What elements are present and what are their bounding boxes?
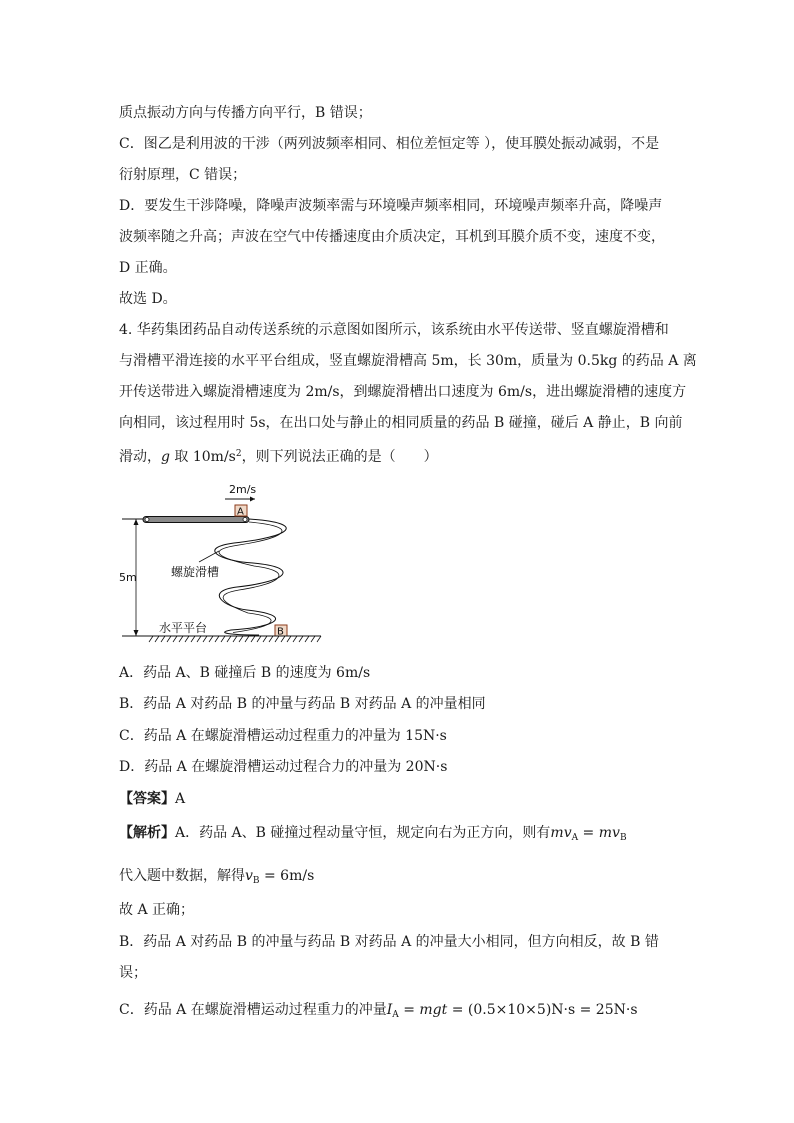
math-operator: = (578, 825, 599, 841)
chute-label: 螺旋滑槽 (171, 565, 220, 579)
arrow-up-icon (134, 519, 139, 525)
ground-hatching (149, 636, 321, 642)
math-term: mv (550, 825, 572, 841)
math-term: mgt (419, 1002, 448, 1018)
arrow-down-icon (134, 630, 139, 636)
analysis-line (119, 1000, 679, 1020)
analysis-line (119, 866, 679, 886)
roller-icon (243, 518, 247, 522)
platform-label: 水平平台 (159, 621, 208, 635)
option-c: C．药品 A 在螺旋滑槽运动过程重力的冲量为 15N·s (119, 728, 447, 744)
text-line: 故选 D。 (119, 291, 177, 307)
question-text: 4. 华药集团药品自动传送系统的示意图如图所示，该系统由水平传送带、竖直螺旋滑槽和 (119, 322, 669, 338)
math-term: mv (598, 825, 620, 841)
chute-leader-line (199, 551, 219, 562)
subscript: B (619, 833, 627, 843)
conveyor-diagram (119, 477, 339, 647)
text-line: 衍射原理，C 错误； (119, 167, 247, 183)
speed-label: 2m/s (229, 483, 257, 496)
analysis-line: 误； (119, 965, 147, 981)
subscript: A (392, 1010, 399, 1020)
gravity-symbol: g (161, 449, 170, 465)
analysis-line (119, 823, 679, 843)
text-run: 代入题中数据，解得 (119, 868, 245, 884)
analysis-line: B．药品 A 对药品 B 的冲量与药品 B 对药品 A 的冲量大小相同，但方向相反，故 B 错 (119, 934, 659, 950)
question-text: 与滑槽平滑连接的水平平台组成，竖直螺旋滑槽高 5m，长 30m，质量为 0.5kg 的药品 A 离 (119, 353, 697, 369)
math-text: = (0.5×10×5)N·s = 25N·s (447, 1002, 638, 1018)
roller-icon (145, 518, 149, 522)
answer-tag: 【答案】 (119, 791, 175, 807)
subscript: A (571, 833, 579, 843)
math-text: = 6m/s (259, 868, 315, 884)
math-operator: = (398, 1002, 420, 1018)
text-run: A．药品 A、B 碰撞过程动量守恒，规定向右为正方向，则有 (175, 825, 551, 841)
block-a-label: A (237, 506, 244, 518)
text-line: 波频率随之升高；声波在空气中传播速度由介质决定，耳机到耳膜介质不变，速度不变， (119, 229, 665, 245)
question-text: 向相同，该过程用时 5s，在出口处与静止的相同质量的药品 B 碰撞，碰后 A 静止，B 向前 (119, 415, 683, 431)
text-line: C．图乙是利用波的干涉（两列波频率相同、相位差恒定等 ），使耳膜处振动减弱，不是 (119, 136, 660, 152)
height-label: 5m (119, 571, 137, 584)
option-d: D．药品 A 在螺旋滑槽运动过程合力的冲量为 20N·s (119, 759, 448, 775)
option-b: B．药品 A 对药品 B 的冲量与药品 B 对药品 A 的冲量相同 (119, 696, 486, 712)
question-text (119, 444, 679, 464)
superscript: 2 (235, 449, 242, 459)
option-a: A．药品 A、B 碰撞后 B 的速度为 6m/s (119, 665, 371, 681)
conveyor-belt (143, 517, 249, 523)
text-run: 取 10m/s (169, 449, 236, 465)
text-run: C．药品 A 在螺旋滑槽运动过程重力的冲量 (119, 1002, 387, 1018)
arrow-head-icon (250, 497, 255, 502)
answer-line (119, 789, 679, 809)
subscript: B (252, 876, 260, 886)
math-term: I (386, 1002, 393, 1018)
analysis-line: 故 A 正确； (119, 902, 195, 918)
block-b-label: B (277, 626, 284, 638)
text-run: 滑动， (119, 449, 161, 465)
answer-value: A (175, 791, 186, 807)
question-text: 开传送带进入螺旋滑槽速度为 2m/s，到螺旋滑槽出口速度为 6m/s，进出螺旋滑槽的速度方 (119, 384, 687, 400)
text-line: 质点振动方向与传播方向平行，B 错误； (119, 105, 372, 121)
math-term: v (245, 868, 253, 884)
text-run: ，则下列说法正确的是（ ） (241, 449, 438, 465)
analysis-tag: 【解析】 (119, 825, 175, 841)
text-line: D．要发生干涉降噪，降噪声波频率需与环境噪声频率相同，环境噪声频率升高，降噪声 (119, 198, 663, 214)
text-line: D 正确。 (119, 260, 177, 276)
